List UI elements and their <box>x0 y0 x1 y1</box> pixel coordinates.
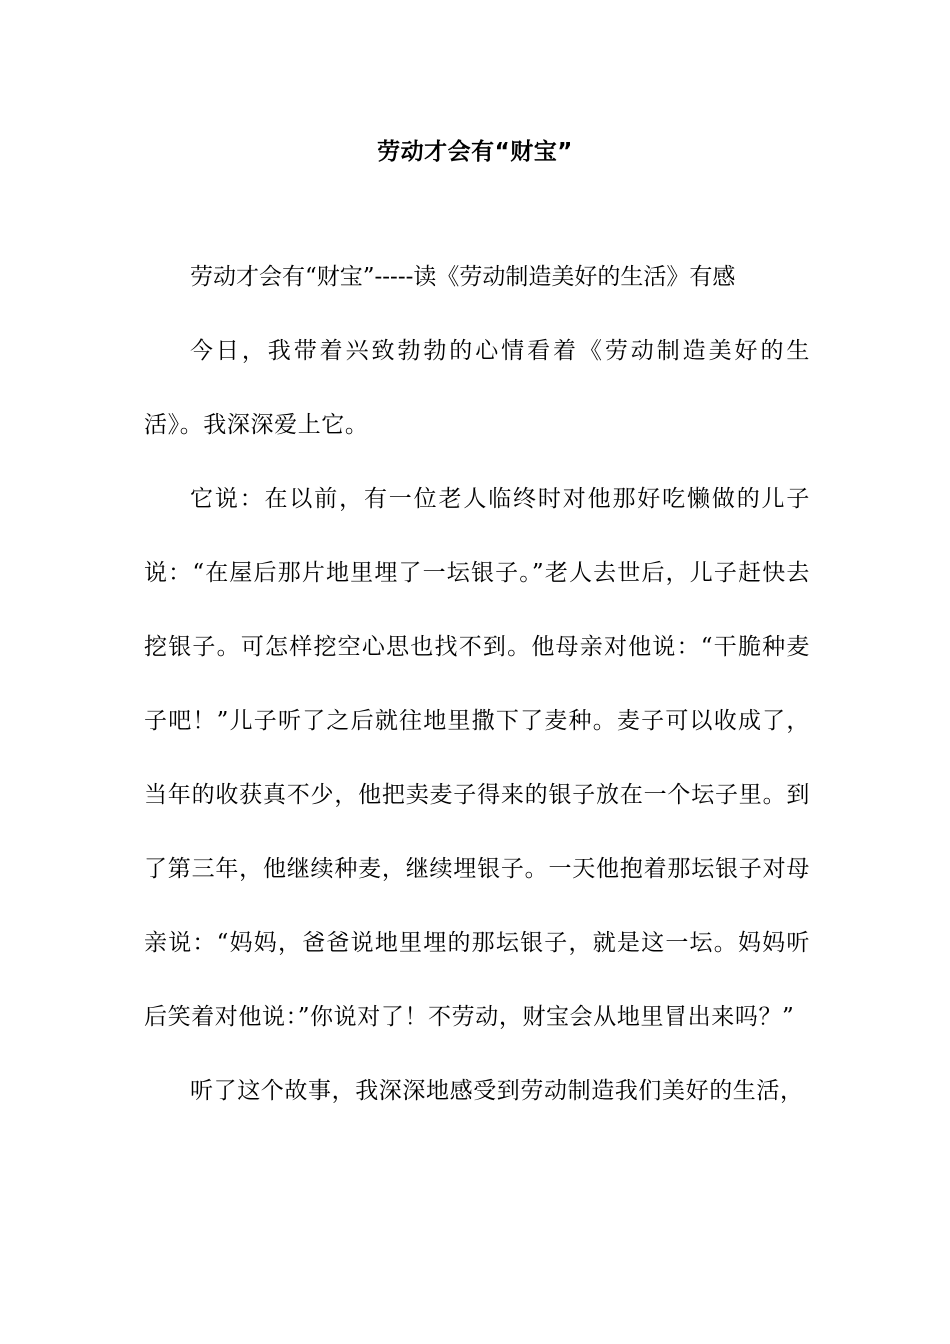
document-title: 劳动才会有“财宝” <box>377 139 573 165</box>
document-body <box>144 240 810 1128</box>
paragraph: 听了这个故事，我深深地感受到劳动制造我们美好的生活， <box>190 1078 804 1104</box>
paragraph: 今日，我带着兴致勃勃的心情看着《劳动制造美好的生活》。我深深爱上它。 <box>144 338 810 438</box>
paragraph: 它说：在以前，有一位老人临终时对他那好吃懒做的儿子说：“在屋后那片地里埋了一坛银子。”老人去世后，儿子赶快去挖银子。可怎样挖空心思也找不到。他母亲对他说：“干脆种麦子吧！”儿子听了之后就往地里撒下了麦种。麦子可以收成了，当年的收获真不少，他把卖麦子得来的银子放在一个坛子里。到了第三年，他继续种麦，继续埋银子。一天他抱着那坛银子对母亲说：“妈妈，爸爸说地里埋的那坛银子，就是这一坛。妈妈听后笑着对他说：”你说对了！不劳动，财宝会从地里冒出来吗？” <box>144 486 810 1030</box>
paragraph-subtitle: 劳动才会有“财宝”-----读《劳动制造美好的生活》有感 <box>190 264 736 290</box>
